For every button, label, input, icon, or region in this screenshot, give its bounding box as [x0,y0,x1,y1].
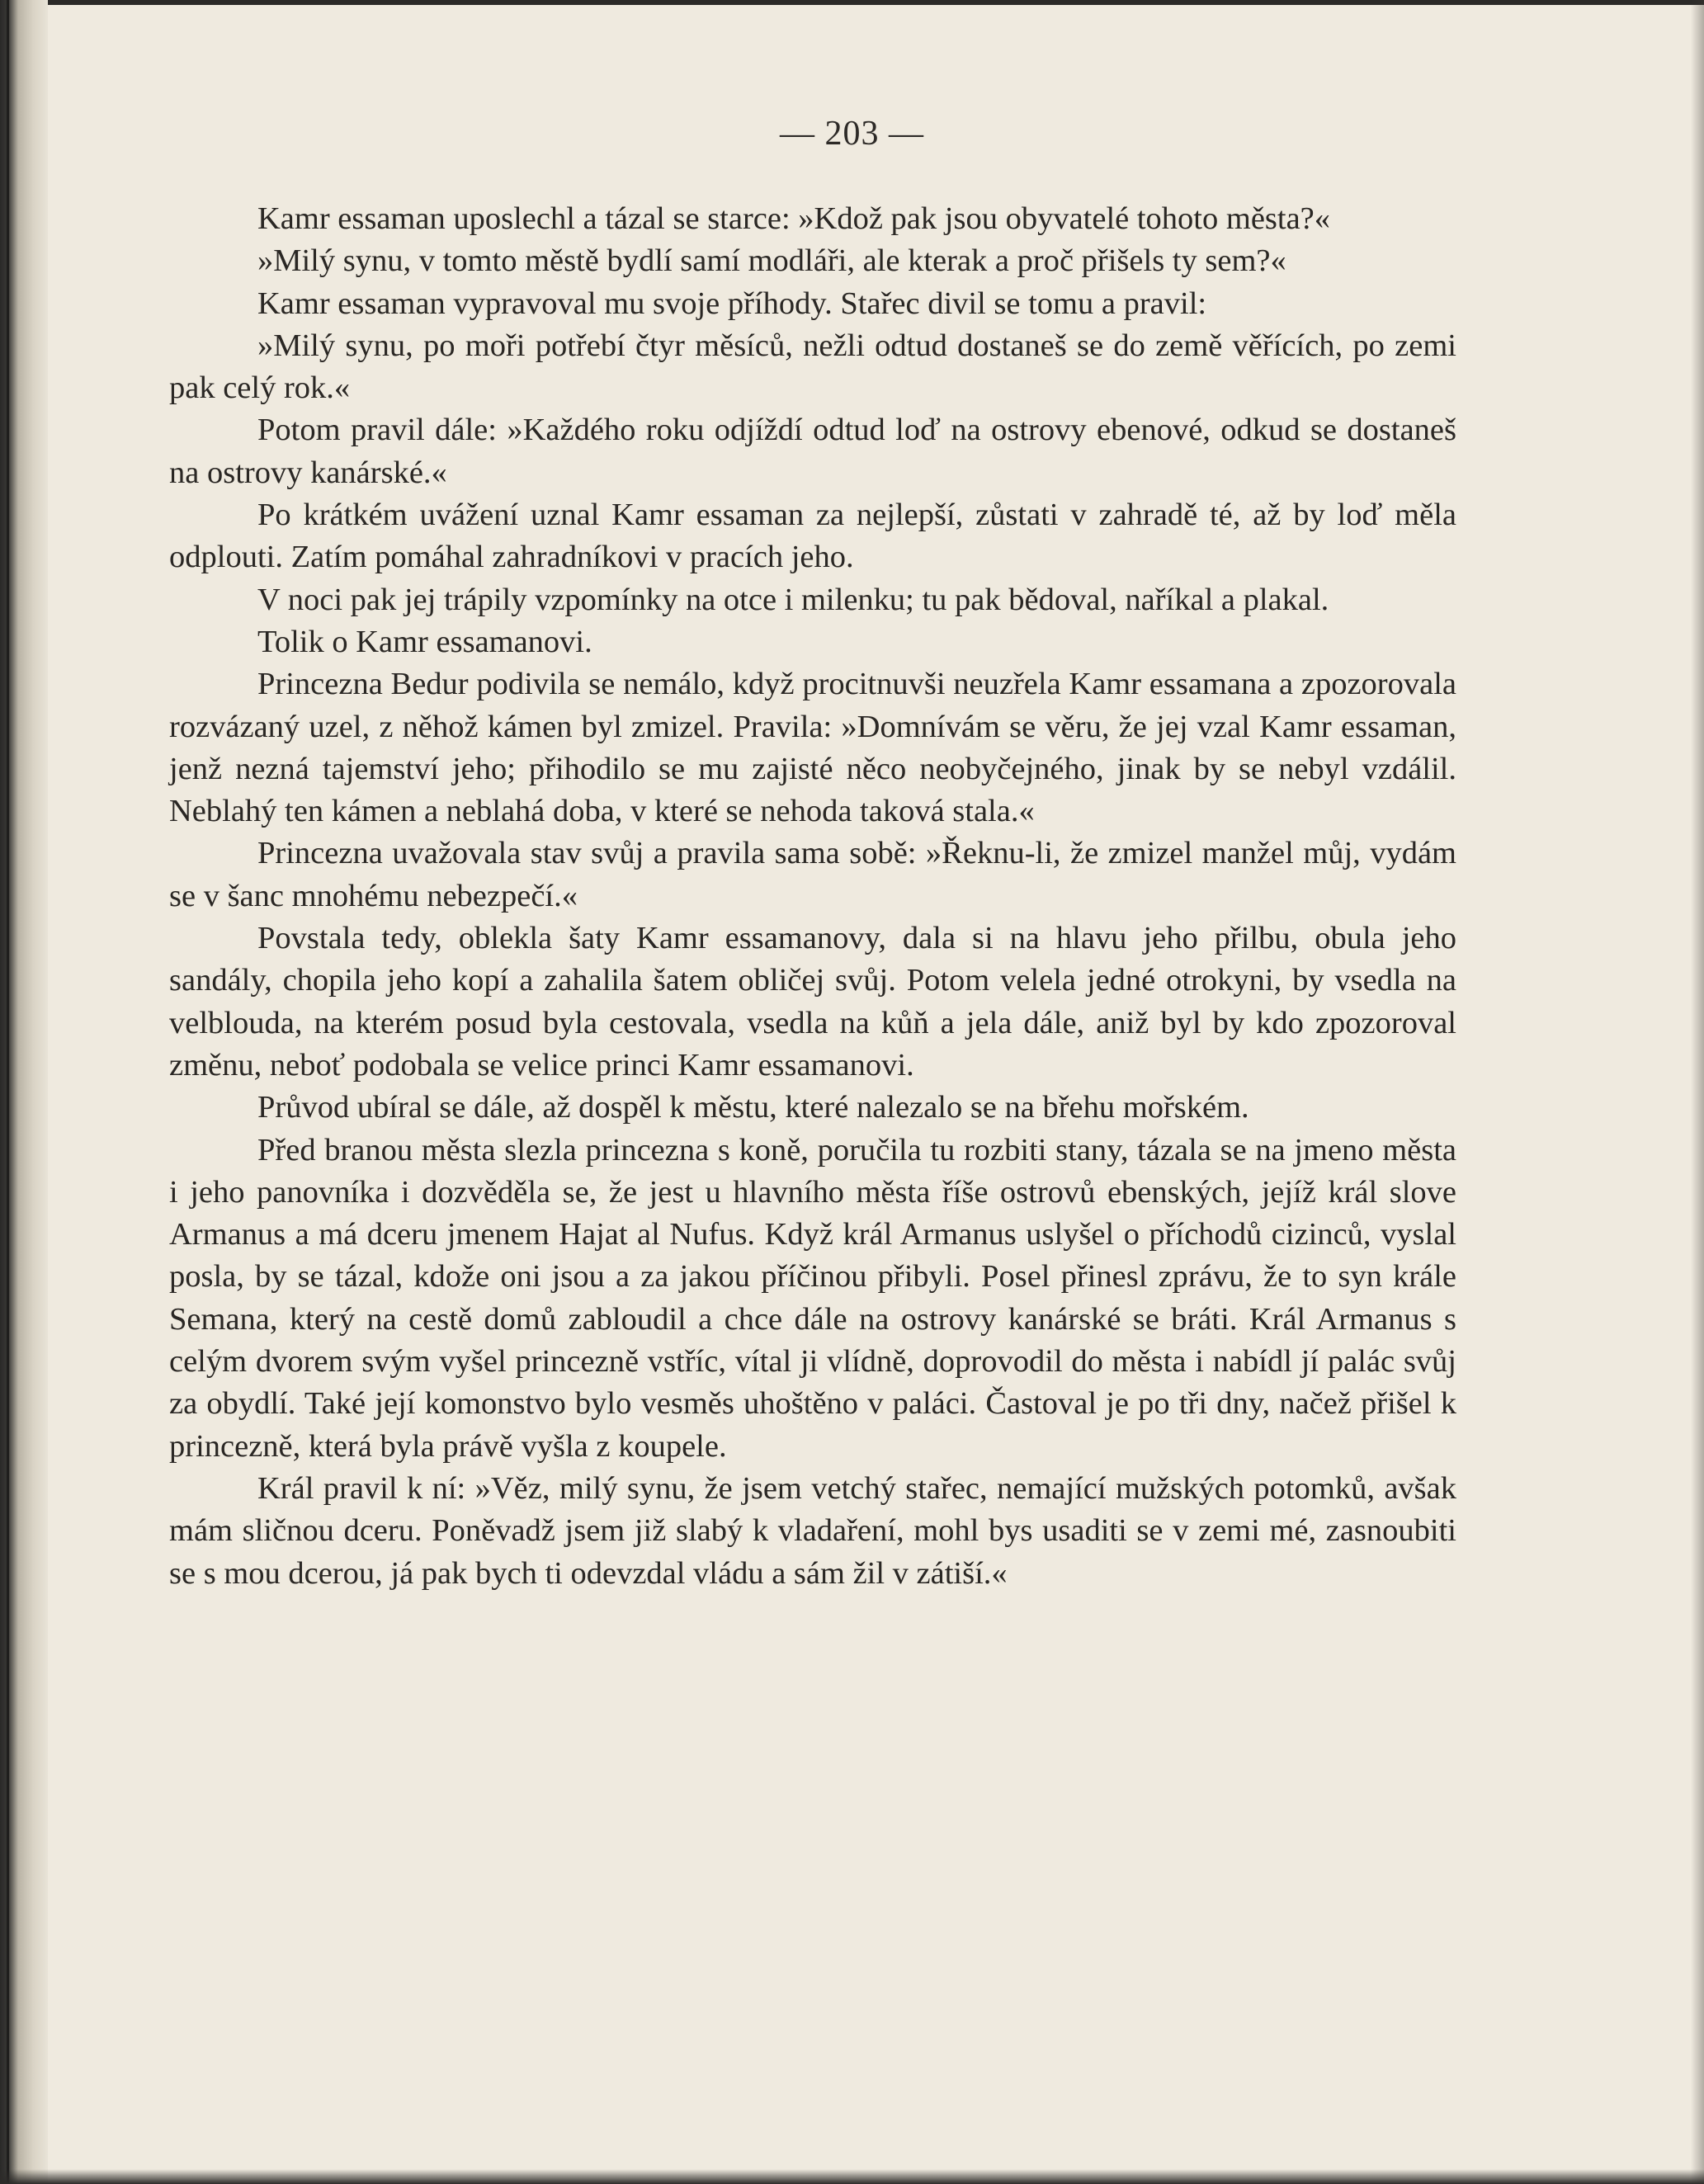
page-number: — 203 — [780,115,924,153]
binding-top-edge [0,0,1704,5]
paragraph: V noci pak jej trápily vzpomínky na otce i milenku; tu pak bědoval, naříkal a plakal. [257,582,1329,617]
binding-spine-line [7,0,9,2184]
body-text [169,198,1456,1595]
page-bottom-edge [0,2169,1704,2184]
paragraph: Princezna Bedur podivila se nemálo, když procitnuvši neuzřela Kamr essamana a zpozorovala rozvázaný uzel, z něhož kámen byl zmizel. Pravila: »Domnívám se věru, že jej vzal Kamr essaman, jenž nezná tajemství jeho; přihodilo se mu zajisté něco neobyčejného, jinak by se nebyl vzdálil. Neblahý ten kámen a neblahá doba, v které se nehoda taková stala.« [169,667,1456,829]
paragraph: »Milý synu, v tomto městě bydlí samí modláři, ale kterak a proč přišels ty sem?« [257,243,1286,279]
paragraph: Tolik o Kamr essamanovi. [257,624,592,659]
paragraph: Kamr essaman uposlechl a tázal se starce: »Kdož pak jsou obyvatelé tohoto města?« [257,201,1331,236]
paragraph: Princezna uvažovala stav svůj a pravila sama sobě: »Řeknu-li, že zmizel manžel můj, vydám se v šanc mnohému nebezpečí.« [169,836,1456,913]
paragraph: Průvod ubíral se dále, až dospěl k městu, které nalezalo se na břehu mořském. [257,1090,1249,1125]
paragraph: Král pravil k ní: »Věz, milý synu, že jsem vetchý stařec, nemající mužských potomků, avšak mám sličnou dceru. Poněvadž jsem již slabý k vladaření, mohl bys usaditi se v zemi mé, zasnoubiti se s mou dcerou, já pak bych ti odevzdal vládu a sám žil v zátiší.« [169,1470,1456,1591]
paragraph: Po krátkém uvážení uznal Kamr essaman za nejlepší, zůstati v zahradě té, až by loď měla odplouti. Zatím pomáhal zahradníkovi v pracích jeho. [169,498,1456,575]
paragraph: Kamr essaman vypravoval mu svoje příhody. Stařec divil se tomu a pravil: [257,285,1207,321]
paragraph: »Milý synu, po moři potřebí čtyr měsíců, nežli odtud dostaneš se do země věřících, po zemi pak celý rok.« [169,328,1456,406]
page-right-edge [1691,0,1704,2184]
paragraph: Povstala tedy, oblekla šaty Kamr essamanovy, dala si na hlavu jeho přilbu, obula jeho sandály, chopila jeho kopí a zahalila šatem obličej svůj. Potom velela jedné otrokyni, by vsedla na velblouda, na kterém posud byla cestovala, vsedla na kůň a jela dále, aniž byl by kdo zpozoroval změnu, neboť podobala se velice princi Kamr essamanovi. [169,921,1456,1083]
paragraph: Potom pravil dále: »Každého roku odjíždí odtud loď na ostrovy ebenové, odkud se dostaneš na ostrovy kanárské.« [169,413,1456,490]
paragraph: Před branou města slezla princezna s koně, poručila tu rozbiti stany, tázala se na jmeno města i jeho panovníka i dozvěděla se, že jest u hlavního města říše ostrovů ebenských, jejíž král slove Armanus a má dceru jmenem Hajat al Nufus. Když král Armanus uslyšel o příchodů cizinců, vyslal posla, by se tázal, kdože oni jsou a za jakou příčinou přibyli. Posel přinesl zprávu, že to syn krále Semana, který na cestě domů zabloudil a chce dále na ostrovy kanárské se bráti. Král Armanus s celým dvorem svým vyšel princezně vstříc, vítal ji vlídně, doprovodil do města i nabídl jí palác svůj za obydlí. Také její komonstvo bylo vesměs uhoštěno v paláci. Častoval je po tři dny, načež přišel k princezně, která byla právě vyšla z koupele. [169,1132,1456,1464]
